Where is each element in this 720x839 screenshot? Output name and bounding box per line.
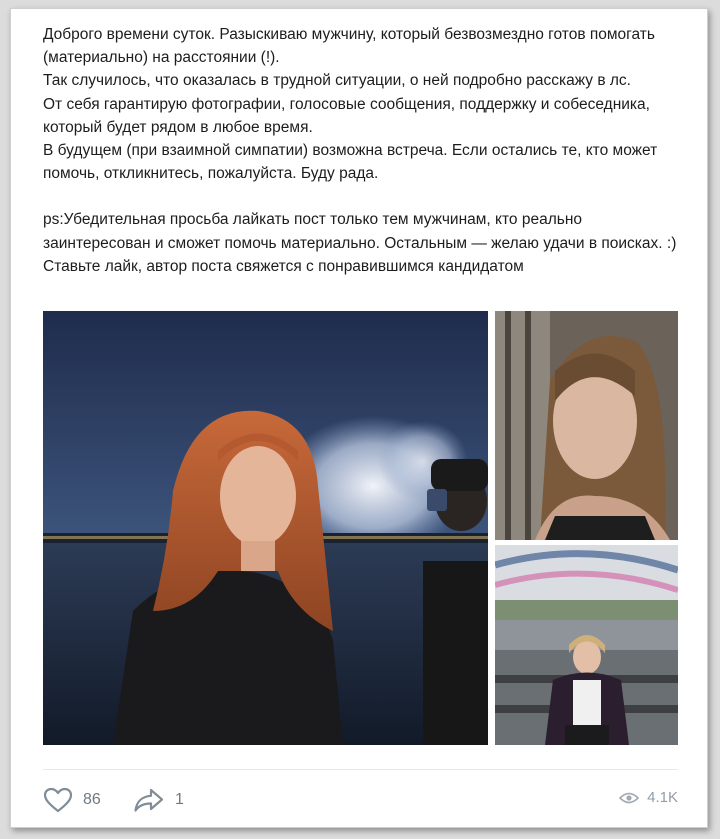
post-footer [43,785,678,817]
photo-side-1[interactable] [495,311,678,540]
paragraph-gap [43,185,683,208]
post-paragraph-4: В будущем (при взаимной симпатии) возможна встреча. Если остались те, кто может помочь, откликнитесь, пожалуйста. Буду рада. [43,142,658,183]
post-paragraph-6: Ставьте лайк, автор поста свяжется с понравившимся кандидатом [43,257,524,275]
like-count: 86 [83,791,101,808]
photo-main[interactable] [43,311,488,745]
post-paragraph-1: Доброго времени суток. Разыскиваю мужчину, который безвозмездно готов помогать (материально) на расстоянии (!). [43,26,655,67]
footer-divider [43,769,678,770]
eye-icon [619,791,639,805]
photo-side-2-image [495,545,678,745]
like-button[interactable] [43,787,101,813]
heart-icon [43,787,73,813]
post-text [43,23,683,278]
photo-side-2[interactable] [495,545,678,745]
share-button[interactable] [133,787,184,813]
post-paragraph-2: Так случилось, что оказалась в трудной ситуации, о ней подробно расскажу в лс. [43,72,631,90]
post-paragraph-3: От себя гарантирую фотографии, голосовые сообщения, поддержку и собеседника, который будет рядом в любое время. [43,95,650,136]
post-paragraph-5: ps:Убедительная просьба лайкать пост только тем мужчинам, кто реально заинтересован и сможет помочь материально. Остальным — желаю удачи в поисках. :) [43,211,677,252]
views-counter [619,789,678,806]
photo-side-1-image [495,311,678,540]
views-count: 4.1K [647,789,678,806]
post-card [10,8,708,828]
share-count: 1 [175,791,184,808]
photo-main-image [43,311,488,745]
share-icon [133,787,165,813]
